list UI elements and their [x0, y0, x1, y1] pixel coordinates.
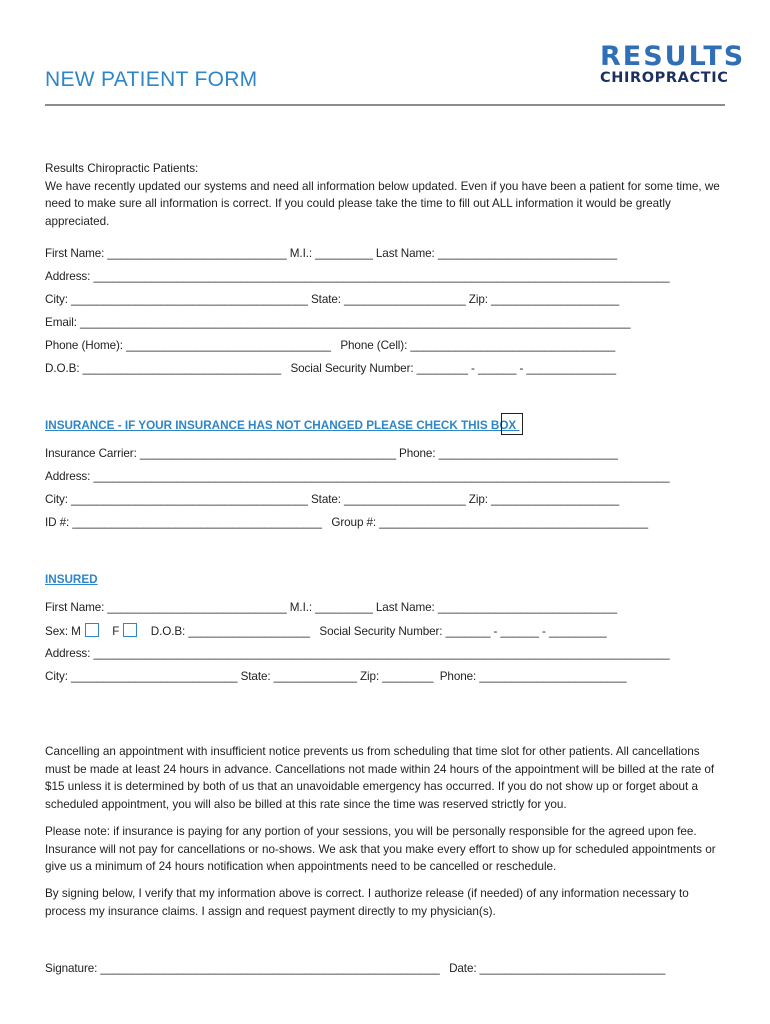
- patient-phone-fields[interactable]: Phone (Home): ________________________________ Phone (Cell): ________________________________: [45, 339, 616, 352]
- insurance-heading: INSURANCE - IF YOUR INSURANCE HAS NOT CHANGED PLEASE CHECK THIS BOX: [45, 419, 520, 432]
- header-divider: [45, 104, 725, 106]
- sex-female-checkbox[interactable]: [123, 623, 137, 637]
- patient-name-fields[interactable]: First Name: ____________________________ M.I.: _________ Last Name: ____________________________: [45, 247, 618, 260]
- intro-greeting: Results Chiropractic Patients:: [45, 162, 199, 175]
- intro-body: We have recently updated our systems and need all information below updated. Even if you have been a patient for some time, we need to make sure all information is correct. If you could please take the time to fill out ALL information it would be greatly appreciated.: [45, 179, 720, 228]
- insurance-carrier-phone-fields[interactable]: Insurance Carrier: ________________________________________ Phone: ____________________________: [45, 447, 618, 460]
- patient-city-state-zip-fields[interactable]: City: _____________________________________ State: ___________________ Zip: ____________________: [45, 293, 620, 306]
- insurance-address-field[interactable]: Address: __________________________________________________________________________________________: [45, 470, 670, 483]
- patient-dob-ssn-fields[interactable]: D.O.B: _______________________________ Social Security Number: ________ - ______ - ______________: [45, 362, 617, 375]
- patient-email-field[interactable]: Email: ______________________________________________________________________________________: [45, 316, 631, 329]
- insured-dob-ssn-fields[interactable]: D.O.B: ___________________ Social Security Number: _______ - ______ - _________: [150, 625, 607, 638]
- signature-date-fields[interactable]: Signature: _____________________________________________________ Date: _____________________________: [45, 962, 666, 975]
- insured-address-field[interactable]: Address: __________________________________________________________________________________________: [45, 647, 670, 660]
- insured-sex-dob-ssn-row: [45, 623, 607, 640]
- cancellation-policy: Cancelling an appointment with insufficient notice prevents us from scheduling that time slot for other patients. All cancellations must be made at least 24 hours in advance. Cancellations not made within 24 hours of the appointment will be billed at the rate of $15 unless it is determined by both of us that an unavoidable emergency has occurred. If you do not show up or forget about a scheduled appointment, you will also be billed at this rate since the time was reserved strictly for you.: [45, 745, 715, 811]
- insured-name-fields[interactable]: First Name: ____________________________ M.I.: _________ Last Name: ____________________________: [45, 601, 618, 614]
- intro-text: [45, 160, 725, 230]
- logo-wordmark-bottom: CHIROPRACTIC: [600, 70, 729, 86]
- insured-heading: INSURED: [45, 573, 98, 586]
- authorization-statement: By signing below, I verify that my information above is correct. I authorize release (if needed) of any information necessary to process my insurance claims. I assign and request payment directly to my physician(s).: [45, 887, 689, 918]
- page-title: NEW PATIENT FORM: [45, 68, 258, 91]
- insurance-note: Please note: if insurance is paying for any portion of your sessions, you will be personally responsible for the agreed upon fee. Insurance will not pay for cancellations or no-shows. We ask that you make every effort to show up for scheduled appointments or give us a minimum of 24 hours notification when appointments need to be cancelled or reschedule.: [45, 825, 716, 874]
- insured-city-state-zip-phone-fields[interactable]: City: __________________________ State: _____________ Zip: ________ Phone: _______________________: [45, 670, 627, 683]
- insurance-city-state-zip-fields[interactable]: City: _____________________________________ State: ___________________ Zip: ____________________: [45, 493, 620, 506]
- results-chiropractic-logo: [600, 41, 746, 92]
- sex-male-checkbox[interactable]: [85, 623, 99, 637]
- logo-wordmark-top: RESULTS: [600, 41, 746, 72]
- insurance-id-group-fields[interactable]: ID #: _______________________________________ Group #: __________________________________________: [45, 516, 648, 529]
- insurance-unchanged-checkbox[interactable]: [501, 413, 523, 435]
- sex-female-label: F: [112, 625, 120, 638]
- patient-address-field[interactable]: Address: __________________________________________________________________________________________: [45, 270, 670, 283]
- sex-label: Sex: M: [45, 625, 81, 638]
